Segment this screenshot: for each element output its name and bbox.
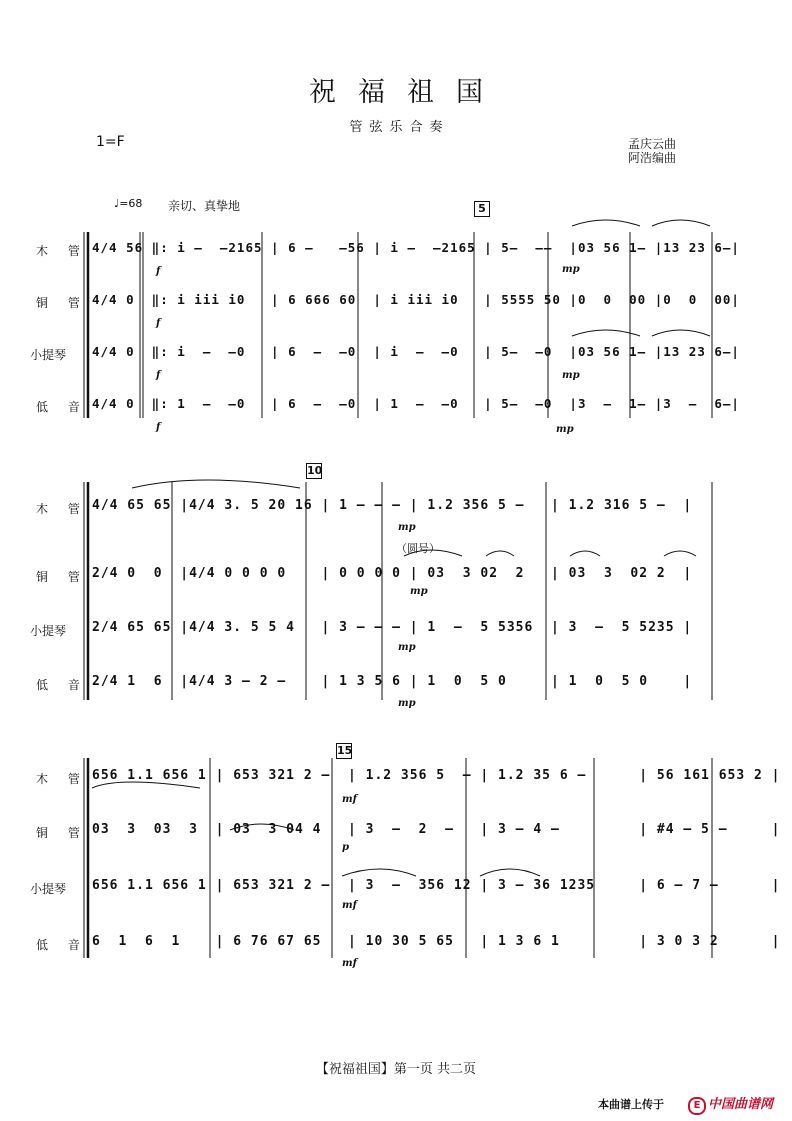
- instrument-label-woodwind: 木 管: [36, 772, 88, 786]
- dynamic-mark: f: [156, 370, 161, 381]
- dynamic-mark: mp: [556, 424, 574, 435]
- page-footer: 【祝福祖国】第一页 共二页: [315, 1062, 477, 1077]
- dynamic-mark: f: [156, 422, 161, 433]
- tempo-mark: ♩=68: [114, 197, 143, 210]
- upload-note: 本曲谱上传于: [598, 1098, 664, 1111]
- composer-credit: 孟庆云曲: [628, 137, 677, 151]
- instrument-label-bass: 低 音: [36, 678, 88, 692]
- notation-row: 656 1.1 656 1 | 653 321 2 – | 3 – 356 12 | 3 – 36 1235 | 6 – 7 – |: [92, 878, 781, 893]
- rehearsal-mark-15: 15: [337, 744, 353, 757]
- dynamic-mark: mf: [342, 794, 357, 805]
- instrument-label-brass: 铜 管: [36, 296, 88, 310]
- instrument-label-bass: 低 音: [36, 400, 88, 414]
- instrument-label-woodwind: 木 管: [36, 502, 88, 516]
- page-subtitle: 管弦乐合奏: [349, 120, 450, 135]
- site-logo[interactable]: [688, 1093, 773, 1115]
- dynamic-mark: p: [342, 842, 349, 853]
- instrument-label-brass: 铜 管: [36, 570, 88, 584]
- dynamic-mark: f: [156, 266, 161, 277]
- instrument-label-violin: 小提琴: [30, 624, 67, 638]
- notation-row: 4/4 0 ‖: i – –0 | 6 – –0 | i – –0 | 5– –0 |03 56 1– |13 23 6–|: [92, 344, 740, 359]
- arranger-credit: 阿浩编曲: [628, 151, 677, 165]
- dynamic-mark: mp: [398, 522, 416, 533]
- dynamic-mark: mp: [562, 264, 580, 275]
- notation-row: 4/4 65 65 |4/4 3. 5 20 16 | 1 – – – | 1.2 356 5 – | 1.2 316 5 – |: [92, 498, 693, 513]
- rehearsal-mark-5: 5: [474, 201, 490, 217]
- notation-row: 4/4 0 ‖: i iii i0 | 6 666 60 | i iii i0 | 5555 50 |0 0 00 |0 0 00|: [92, 292, 740, 307]
- rehearsal-mark-10: 10: [307, 464, 323, 477]
- instrument-label-violin: 小提琴: [30, 882, 67, 896]
- instrument-annotation: （圆号）: [396, 542, 440, 555]
- notation-row: 2/4 0 0 |4/4 0 0 0 0 | 0 0 0 0 | 03 3 02 2 | 03 3 02 2 |: [92, 566, 693, 581]
- instrument-label-violin: 小提琴: [30, 348, 67, 362]
- dynamic-mark: mf: [342, 900, 357, 911]
- expression-mark: 亲切、真挚地: [168, 199, 241, 213]
- logo-icon: E: [688, 1097, 706, 1115]
- key-signature: 1=F: [96, 134, 125, 150]
- notation-row: 4/4 56 ‖: i – –2165 | 6 – –56 | i – –2165 | 5– –– |03 56 1– |13 23 6–|: [92, 240, 740, 255]
- instrument-label-brass: 铜 管: [36, 826, 88, 840]
- site-logo-text: 中国曲谱网: [708, 1097, 774, 1112]
- notation-row: 2/4 65 65 |4/4 3. 5 5 4 | 3 – – – | 1 – 5 5356 | 3 – 5 5235 |: [92, 620, 693, 635]
- credits: [628, 137, 676, 165]
- dynamic-mark: f: [156, 318, 161, 329]
- dynamic-mark: mf: [342, 958, 357, 969]
- notation-row: 03 3 03 3 | 03 3 04 4 | 3 – 2 – | 3 – 4 – | #4 – 5 – |: [92, 822, 781, 837]
- instrument-label-bass: 低 音: [36, 938, 88, 952]
- dynamic-mark: mp: [562, 370, 580, 381]
- dynamic-mark: mp: [410, 586, 428, 597]
- dynamic-mark: mp: [398, 642, 416, 653]
- page-title: 祝福祖国: [309, 77, 505, 108]
- notation-row: 656 1.1 656 1 | 653 321 2 – | 1.2 356 5 – | 1.2 35 6 – | 56 161 653 2 |: [92, 768, 781, 783]
- notation-row: 4/4 0 ‖: 1 – –0 | 6 – –0 | 1 – –0 | 5– –0 |3 – 1– |3 – 6–|: [92, 396, 740, 411]
- instrument-label-woodwind: 木 管: [36, 244, 88, 258]
- notation-row: 2/4 1 6 |4/4 3 – 2 – | 1 3 5 6 | 1 0 5 0 | 1 0 5 0 |: [92, 674, 693, 689]
- dynamic-mark: mp: [398, 698, 416, 709]
- notation-row: 6 1 6 1 | 6 76 67 65 | 10 30 5 65 | 1 3 6 1 | 3 0 3 2 |: [92, 934, 781, 949]
